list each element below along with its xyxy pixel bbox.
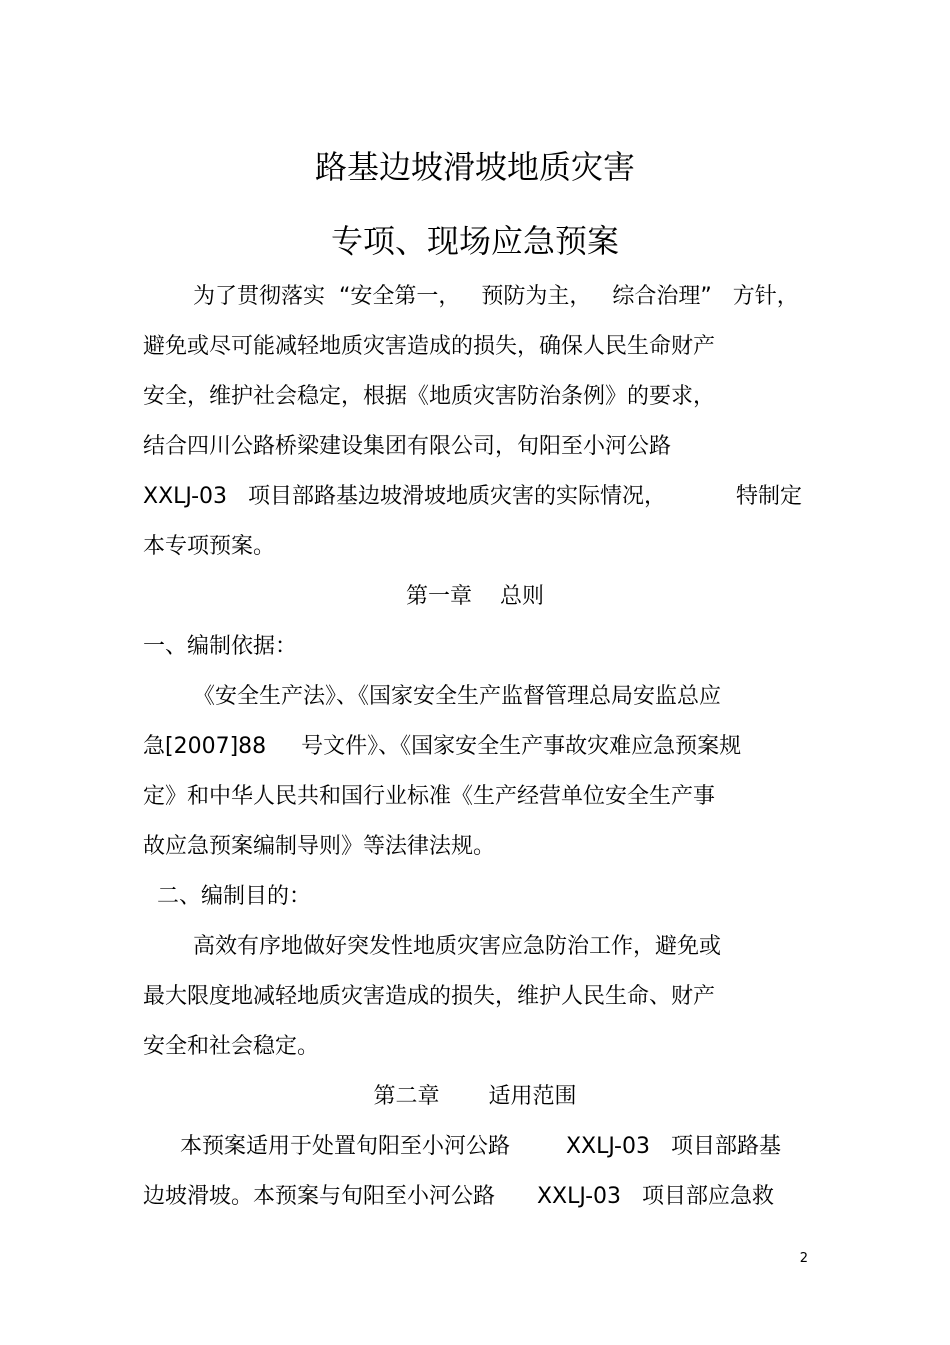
chapter-2-line-1: 本预案适用于处置旬阳至小河公路 XXLJ-03 项目部路基 [180,1134,781,1159]
document-title-line-2: 专项、现场应急预案 [330,222,619,260]
chapter-2-line-2: 边坡滑坡。本预案与旬阳至小河公路 XXLJ-03 项目部应急救 [143,1184,774,1209]
section-2-line-2: 最大限度地减轻地质灾害造成的损失，维护人民生命、财产 [143,984,716,1009]
section-2-line-3: 安全和社会稳定。 [143,1034,320,1059]
intro-line-1: 为了贯彻落实 “安全第一， 预防为主， 综合治理” 方针， [193,284,799,309]
page-number: 2 [799,1251,808,1266]
section-1-line-2: 急[2007]88 号文件》、《国家安全生产事故灾难应急预案规 [143,734,742,759]
section-2-heading: 二、编制目的： [157,884,312,909]
document-title-line-1: 路基边坡滑坡地质灾害 [314,148,635,186]
chapter-1-heading: 第一章 总则 [406,584,544,609]
intro-line-2: 避免或尽可能减轻地质灾害造成的损失，确保人民生命财产 [143,334,716,359]
section-1-line-3: 定》和中华人民共和国行业标准《生产经营单位安全生产事 [143,784,716,809]
section-1-heading: 一、编制依据： [143,634,298,659]
section-2-line-1: 高效有序地做好突发性地质灾害应急防治工作，避免或 [193,934,722,959]
chapter-2-heading: 第二章 适用范围 [373,1084,577,1109]
intro-line-6: 本专项预案。 [143,534,276,559]
intro-line-4: 结合四川公路桥梁建设集团有限公司，旬阳至小河公路 [143,434,672,459]
intro-line-5: XXLJ-03 项目部路基边坡滑坡地质灾害的实际情况， 特制定 [143,484,802,509]
section-1-line-1: 《安全生产法》、《国家安全生产监督管理总局安监总应 [193,684,722,709]
intro-line-3: 安全，维护社会稳定，根据《地质灾害防治条例》的要求， [143,384,716,409]
section-1-line-4: 故应急预案编制导则》等法律法规。 [143,834,496,859]
